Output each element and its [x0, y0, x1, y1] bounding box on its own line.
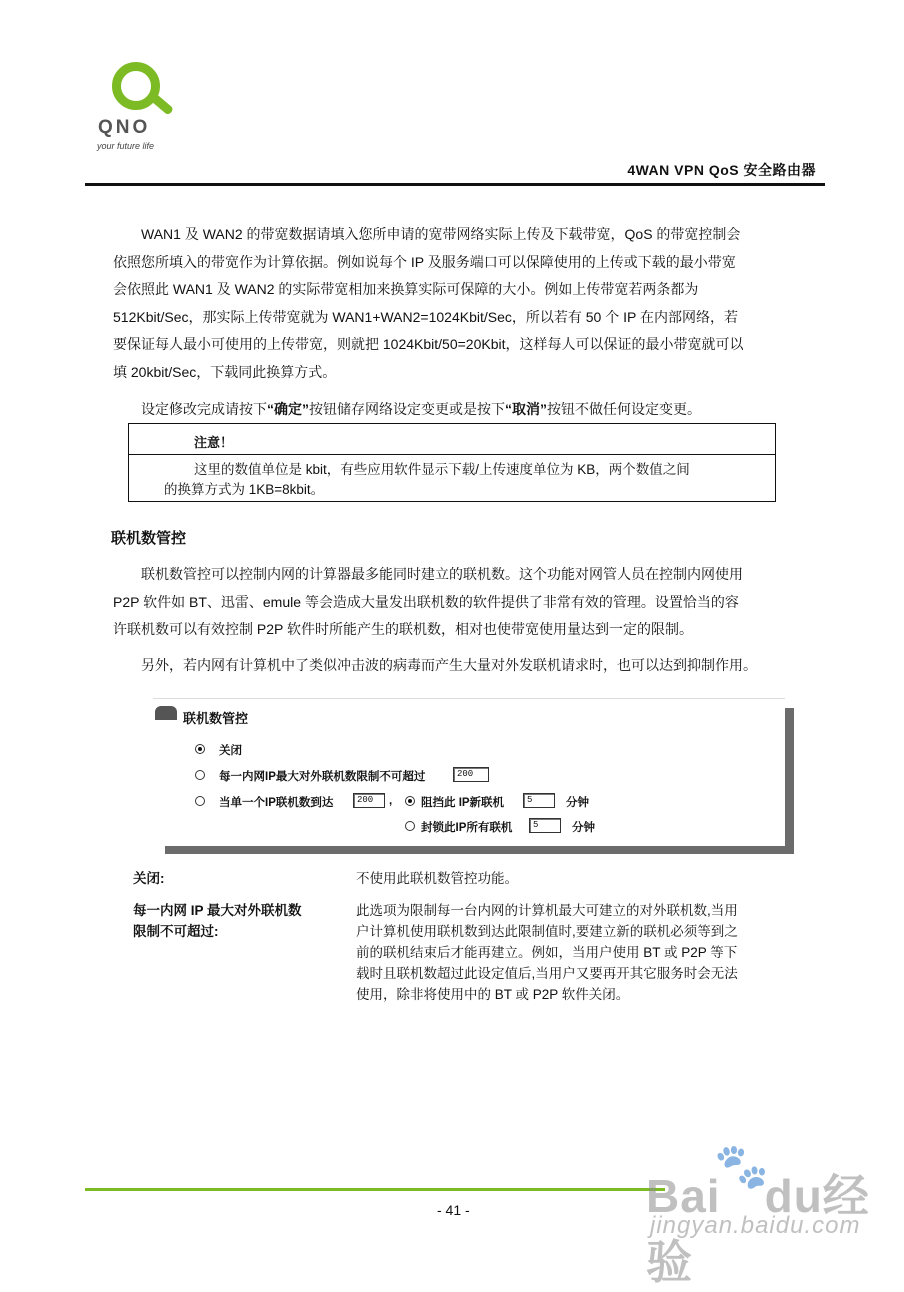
desc-line: 前的联机结束后才能再建立。例如，当用户使用 BT 或 P2P 等下 — [356, 945, 738, 960]
connection-control-panel — [153, 698, 793, 854]
para-line: 要保证每人最小可使用的上传带宽，则就把 1024Kbit/50=20Kbit，这样每人可以保证的最小带宽就可以 — [113, 336, 744, 352]
para-line: 填 20kbit/Sec，下载同此换算方式。 — [113, 363, 337, 380]
desc-line: 载时且联机数超过此设定值后,当用户又要再开其它服务时会无法 — [356, 966, 738, 981]
para-line: P2P 软件如 BT、迅雷、emule 等会造成大量发出联机数的软件提供了非常有效的管理。设置恰当的容 — [113, 593, 739, 610]
def-desc-per-ip — [356, 900, 788, 1005]
panel-shadow — [165, 846, 794, 854]
block-new-minutes-input[interactable]: 5 — [523, 793, 555, 808]
term-line: 限制不可超过: — [133, 924, 219, 939]
desc-line: 户计算机使用联机数到达此限制值时,要建立新的联机必须等到之 — [356, 924, 738, 939]
desc-line: 此选项为限制每一台内网的计算机最大可建立的对外联机数,当用 — [356, 903, 738, 918]
def-term-off: 关闭: — [133, 871, 165, 886]
option-per-ip-label: 每一内网IP最大对外联机数限制不可超过 — [219, 771, 426, 783]
instr-c: 按钮储存网络设定变更或是按下 — [309, 401, 505, 417]
note-box — [128, 423, 776, 502]
radio-block-all[interactable] — [405, 821, 415, 831]
instr-e: 按钮不做任何设定变更。 — [547, 401, 701, 417]
header-rule — [85, 183, 825, 186]
minutes-label: 分钟 — [572, 822, 595, 834]
para-line: 512Kbit/Sec，那实际上传带宽就为 WAN1+WAN2=1024Kbit/Sec，所以若有 50 个 IP 在内部网络，若 — [113, 308, 738, 325]
para-line: 会依照此 WAN1 及 WAN2 的实际带宽相加来换算实际可保障的大小。例如上传带宽若两条都为 — [113, 281, 699, 297]
desc-line: 使用，除非将使用中的 BT 或 P2P 软件关闭。 — [356, 987, 630, 1002]
radio-off[interactable] — [195, 744, 205, 754]
note-divider — [129, 454, 775, 455]
option-single-ip-label: 当单一个IP联机数到达 — [219, 797, 334, 809]
panel-tab-icon — [155, 706, 177, 720]
paw-icon: 🐾 — [714, 1142, 769, 1191]
option-off-label: 关闭 — [219, 745, 242, 757]
para-line: WAN1 及 WAN2 的带宽数据请填入您所申请的宽带网络实际上传及下载带宽，QoS 的带宽控制会 — [141, 226, 741, 242]
block-new-label: 阻挡此 IP新联机 — [421, 797, 505, 809]
para-line: 许联机数可以有效控制 P2P 软件时所能产生的联机数，相对也使带宽使用量达到一定的限制。 — [113, 621, 693, 637]
section-heading: 联机数管控 — [111, 530, 187, 547]
section-paragraph — [113, 561, 795, 644]
page-number: - 41 - — [437, 1202, 470, 1218]
logo-brand: QNO — [98, 117, 151, 138]
save-instruction — [113, 396, 795, 424]
note-title: 注意！ — [194, 435, 234, 450]
def-desc-off: 不使用此联机数管控功能。 — [356, 871, 518, 886]
block-all-minutes-input[interactable]: 5 — [529, 818, 561, 833]
instr-a: 设定修改完成请按下 — [141, 401, 267, 417]
radio-per-ip[interactable] — [195, 770, 205, 780]
cancel-quote: “取消” — [505, 401, 547, 417]
block-all-label: 封锁此IP所有联机 — [421, 822, 513, 834]
para-line: 依照您所填入的带宽作为计算依据。例如说每个 IP 及服务端口可以保障使用的上传或下载的最小带宽 — [113, 253, 736, 270]
radio-single-ip[interactable] — [195, 796, 205, 806]
panel-shadow — [785, 708, 794, 854]
confirm-quote: “确定” — [267, 401, 309, 417]
minutes-label: 分钟 — [566, 797, 589, 809]
qno-logo-tail — [150, 93, 174, 115]
watermark-url: jingyan.baidu.com — [650, 1212, 861, 1239]
bandwidth-paragraph — [113, 221, 795, 386]
baidu-watermark: Bai du经验 — [646, 1170, 870, 1288]
section-paragraph-2 — [113, 652, 795, 680]
footer-rule — [85, 1188, 665, 1191]
note-body — [164, 460, 754, 500]
panel-title: 联机数管控 — [183, 711, 249, 726]
note-line: 这里的数值单位是 kbit，有些应用软件显示下载/上传速度单位为 KB，两个数值之间 — [194, 462, 690, 477]
para-line: 联机数管控可以控制内网的计算器最多能同时建立的联机数。这个功能对网管人员在控制内网使用 — [141, 566, 743, 582]
note-line: 的换算方式为 1KB=8kbit。 — [164, 482, 325, 497]
radio-block-new[interactable] — [405, 796, 415, 806]
term-line: 每一内网 IP 最大对外联机数 — [133, 903, 302, 918]
per-ip-limit-input[interactable]: 200 — [453, 767, 489, 782]
para-line: 另外，若内网有计算机中了类似冲击波的病毒而产生大量对外发联机请求时，也可以达到抑制作用。 — [141, 657, 757, 673]
header-title: 4WAN VPN QoS 安全路由器 — [627, 162, 816, 178]
def-term-per-ip — [133, 900, 302, 942]
logo-tagline: your future life — [97, 141, 155, 151]
comma-separator: , — [389, 795, 393, 807]
single-ip-threshold-input[interactable]: 200 — [353, 793, 385, 808]
